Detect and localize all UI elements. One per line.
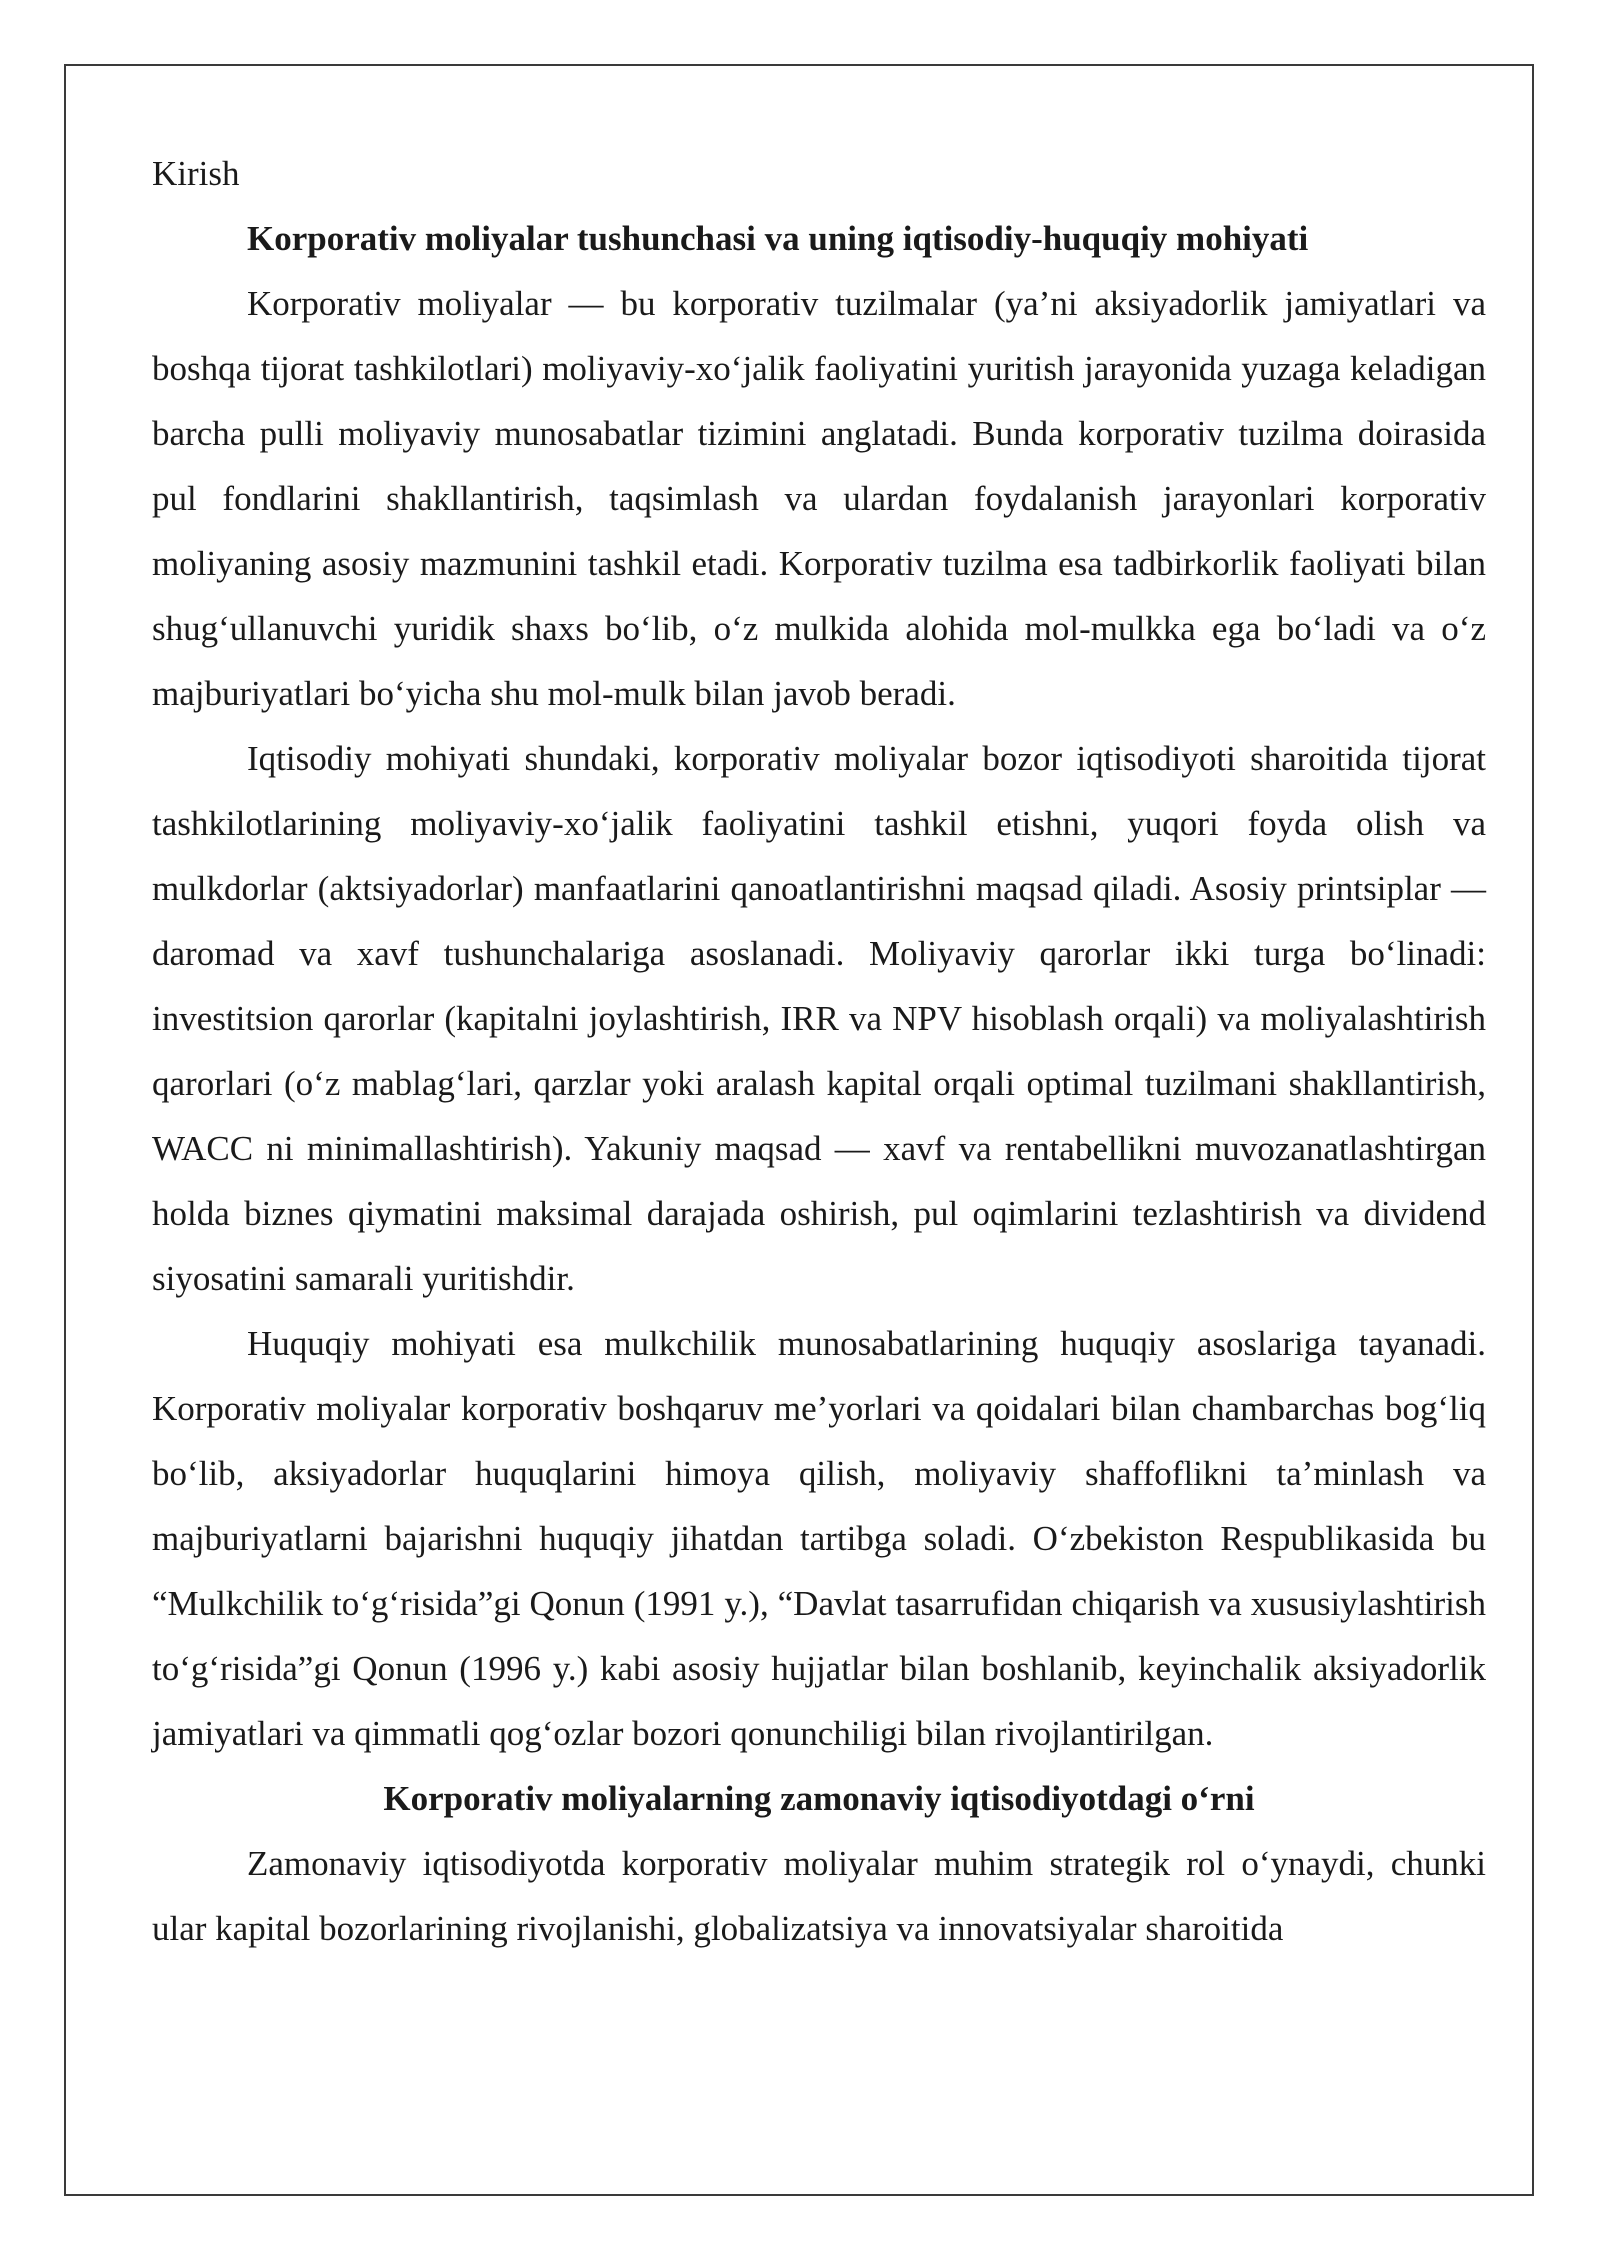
paragraph-economic-essence: Iqtisodiy mohiyati shundaki, korporativ moliyalar bozor iqtisodiyoti sharoitida tijorat tashkilotlarining moliyaviy-xo‘jalik faoliyatini tashkil etishni, yuqori foyda olish va mulkdorlar (aktsiyadorlar) manfaatlarini qanoatlantirishni maqsad qiladi. Asosiy printsiplar — daromad va xavf tushunchalariga asoslanadi. Moliyaviy qarorlar ikki turga bo‘linadi: investitsion qarorlar (kapitalni joylashtirish, IRR va NPV hisoblash orqali) va moliyalashtirish qarorlari (o‘z mablag‘lari, qarzlar yoki aralash kapital orqali optimal tuzilmani shakllantirish, WACC ni minimallashtirish). Yakuniy maqsad — xavf va rentabellikni muvozanatlashtirgan holda biznes qiymatini maksimal darajada oshirish, pul oqimlarini tezlashtirish va dividend siyosatini samarali yuritishdir. — [152, 739, 1486, 1298]
section-heading-concept: Korporativ moliyalar tushunchasi va uning iqtisodiy-huquqiy mohiyati — [247, 219, 1309, 258]
paragraph-legal-essence: Huquqiy mohiyati esa mulkchilik munosabatlarining huquqiy asoslariga tayanadi. Korporativ moliyalar korporativ boshqaruv me’yorlari va qoidalari bilan chambarchas bog‘liq bo‘lib, aksiyadorlar huquqlarini himoya qilish, moliyaviy shaffoflikni ta’minlash va majburiyatlarni bajarishni huquqiy jihatdan tartibga soladi. O‘zbekiston Respublikasida bu “Mulkchilik to‘g‘risida”gi Qonun (1991 y.), “Davlat tasarrufidan chiqarish va xususiylashtirish to‘g‘risida”gi Qonun (1996 y.) kabi asosiy hujjatlar bilan boshlanib, keyinchalik aksiyadorlik jamiyatlari va qimmatli qog‘ozlar bozori qonunchiligi bilan rivojlantirilgan. — [152, 1324, 1486, 1753]
document-body — [152, 141, 1486, 1961]
paragraph-modern-role: Zamonaviy iqtisodiyotda korporativ moliyalar muhim strategik rol o‘ynaydi, chunki ular kapital bozorlarining rivojlanishi, globalizatsiya va innovatsiyalar sharoitida — [152, 1844, 1486, 1948]
section-heading-modern-role: Korporativ moliyalarning zamonaviy iqtisodiyotdagi o‘rni — [383, 1779, 1255, 1818]
intro-heading: Kirish — [152, 154, 240, 193]
paragraph-definition: Korporativ moliyalar — bu korporativ tuzilmalar (ya’ni aksiyadorlik jamiyatlari va boshqa tijorat tashkilotlari) moliyaviy-xo‘jalik faoliyatini yuritish jarayonida yuzaga keladigan barcha pulli moliyaviy munosabatlar tizimini anglatadi. Bunda korporativ tuzilma doirasida pul fondlarini shakllantirish, taqsimlash va ulardan foydalanish jarayonlari korporativ moliyaning asosiy mazmunini tashkil etadi. Korporativ tuzilma esa tadbirkorlik faoliyati bilan shug‘ullanuvchi yuridik shaxs bo‘lib, o‘z mulkida alohida mol-mulkka ega bo‘ladi va o‘z majburiyatlari bo‘yicha shu mol-mulk bilan javob beradi. — [152, 284, 1486, 713]
